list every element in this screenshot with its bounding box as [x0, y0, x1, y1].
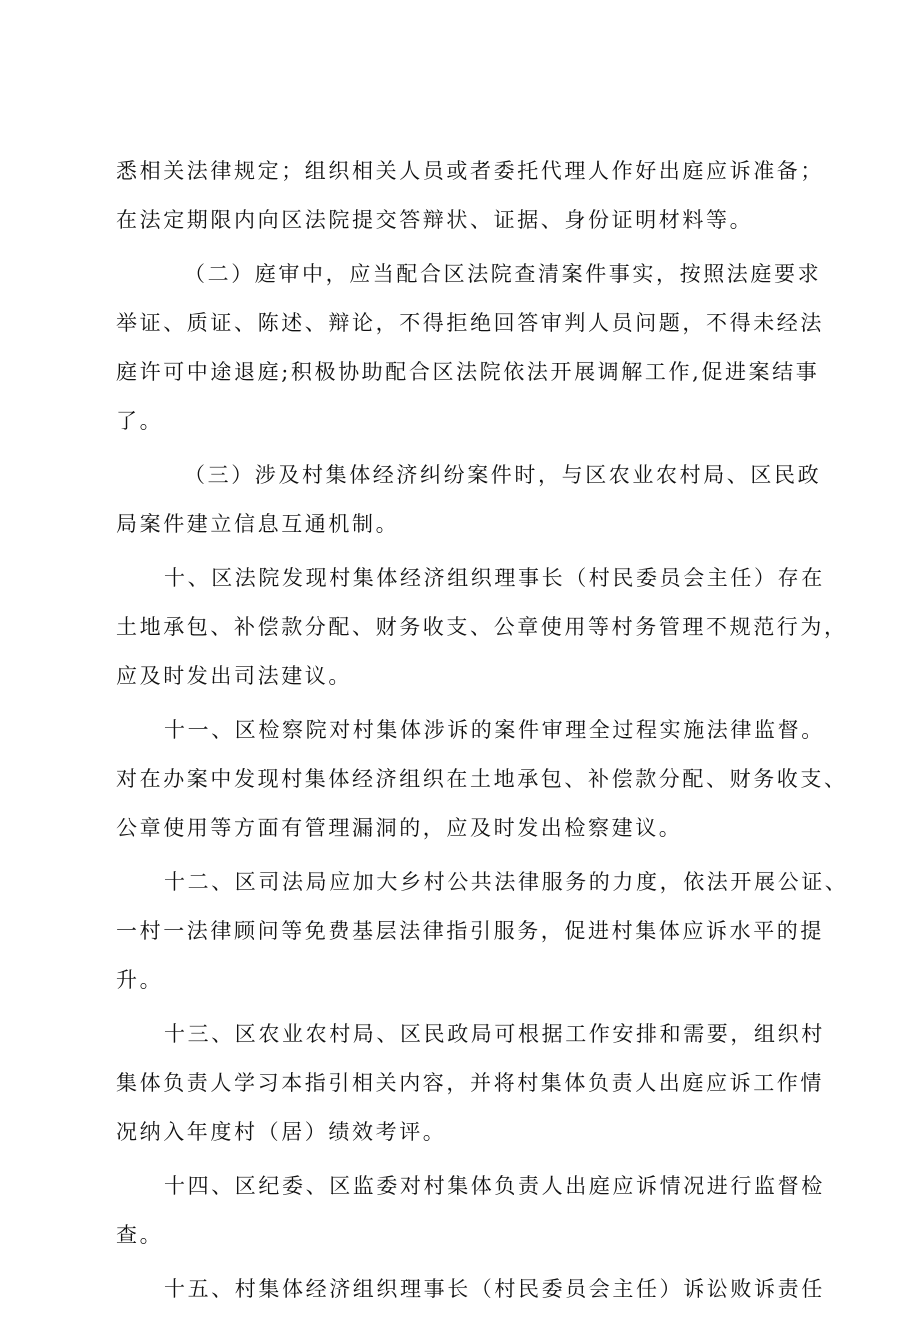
text-line: 十一、区检察院对村集体涉诉的案件审理全过程实施法律监督。 [164, 718, 825, 742]
text-line: 土地承包、补偿款分配、财务收支、公章使用等村务管理不规范行为， [116, 615, 848, 639]
text-line: 在法定期限内向区法院提交答辩状、证据、身份证明材料等。 [116, 208, 754, 232]
text-line: 查。 [116, 1223, 164, 1247]
text-line: 应及时发出司法建议。 [116, 664, 352, 688]
text-line: 局案件建立信息互通机制。 [116, 512, 400, 536]
text-line: 了。 [116, 409, 164, 433]
paragraph-prep-continued [116, 152, 828, 250]
text-line: 十三、区农业农村局、区民政局可根据工作安排和需要，组织村 [164, 1022, 825, 1046]
paragraph-item-3 [116, 456, 828, 554]
text-line: 悉相关法律规定；组织相关人员或者委托代理人作好出庭应诉准备； [116, 159, 824, 183]
paragraph-article-11 [116, 711, 848, 858]
text-line: 举证、质证、陈述、辩论，不得拒绝回答审判人员问题，不得未经法 [116, 311, 824, 335]
text-line: 十二、区司法局应加大乡村公共法律服务的力度，依法开展公证、 [164, 870, 849, 894]
text-line: 十、区法院发现村集体经济组织理事长（村民委员会主任）存在 [164, 566, 825, 590]
paragraph-article-14 [116, 1167, 828, 1265]
document-body [116, 152, 849, 1319]
paragraph-article-12 [116, 863, 849, 1010]
paragraph-article-15 [116, 1270, 828, 1319]
text-line: 况纳入年度村（居）绩效考评。 [116, 1120, 447, 1144]
text-line: 一村一法律顾问等免费基层法律指引服务，促进村集体应诉水平的提 [116, 919, 824, 943]
text-line: 升。 [116, 968, 164, 992]
text-line: 十五、村集体经济组织理事长（村民委员会主任）诉讼败诉责任 [164, 1277, 825, 1301]
text-line: 对在办案中发现村集体经济组织在土地承包、补偿款分配、财务收支、 [116, 767, 848, 791]
text-line: 集体负责人学习本指引相关内容，并将村集体负责人出庭应诉工作情 [116, 1071, 824, 1095]
paragraph-article-10 [116, 559, 848, 706]
text-line: （二）庭审中，应当配合区法院查清案件事实，按照法庭要求 [184, 262, 822, 286]
text-line: 十四、区纪委、区监委对村集体负责人出庭应诉情况进行监督检 [164, 1174, 825, 1198]
paragraph-article-13 [116, 1015, 828, 1162]
text-line: （三）涉及村集体经济纠纷案件时，与区农业农村局、区民政 [184, 463, 822, 487]
text-line: 公章使用等方面有管理漏洞的，应及时发出检察建议。 [116, 816, 683, 840]
text-line: 庭许可中途退庭;积极协助配合区法院依法开展调解工作,促进案结事 [116, 360, 820, 384]
paragraph-item-2 [116, 255, 828, 451]
